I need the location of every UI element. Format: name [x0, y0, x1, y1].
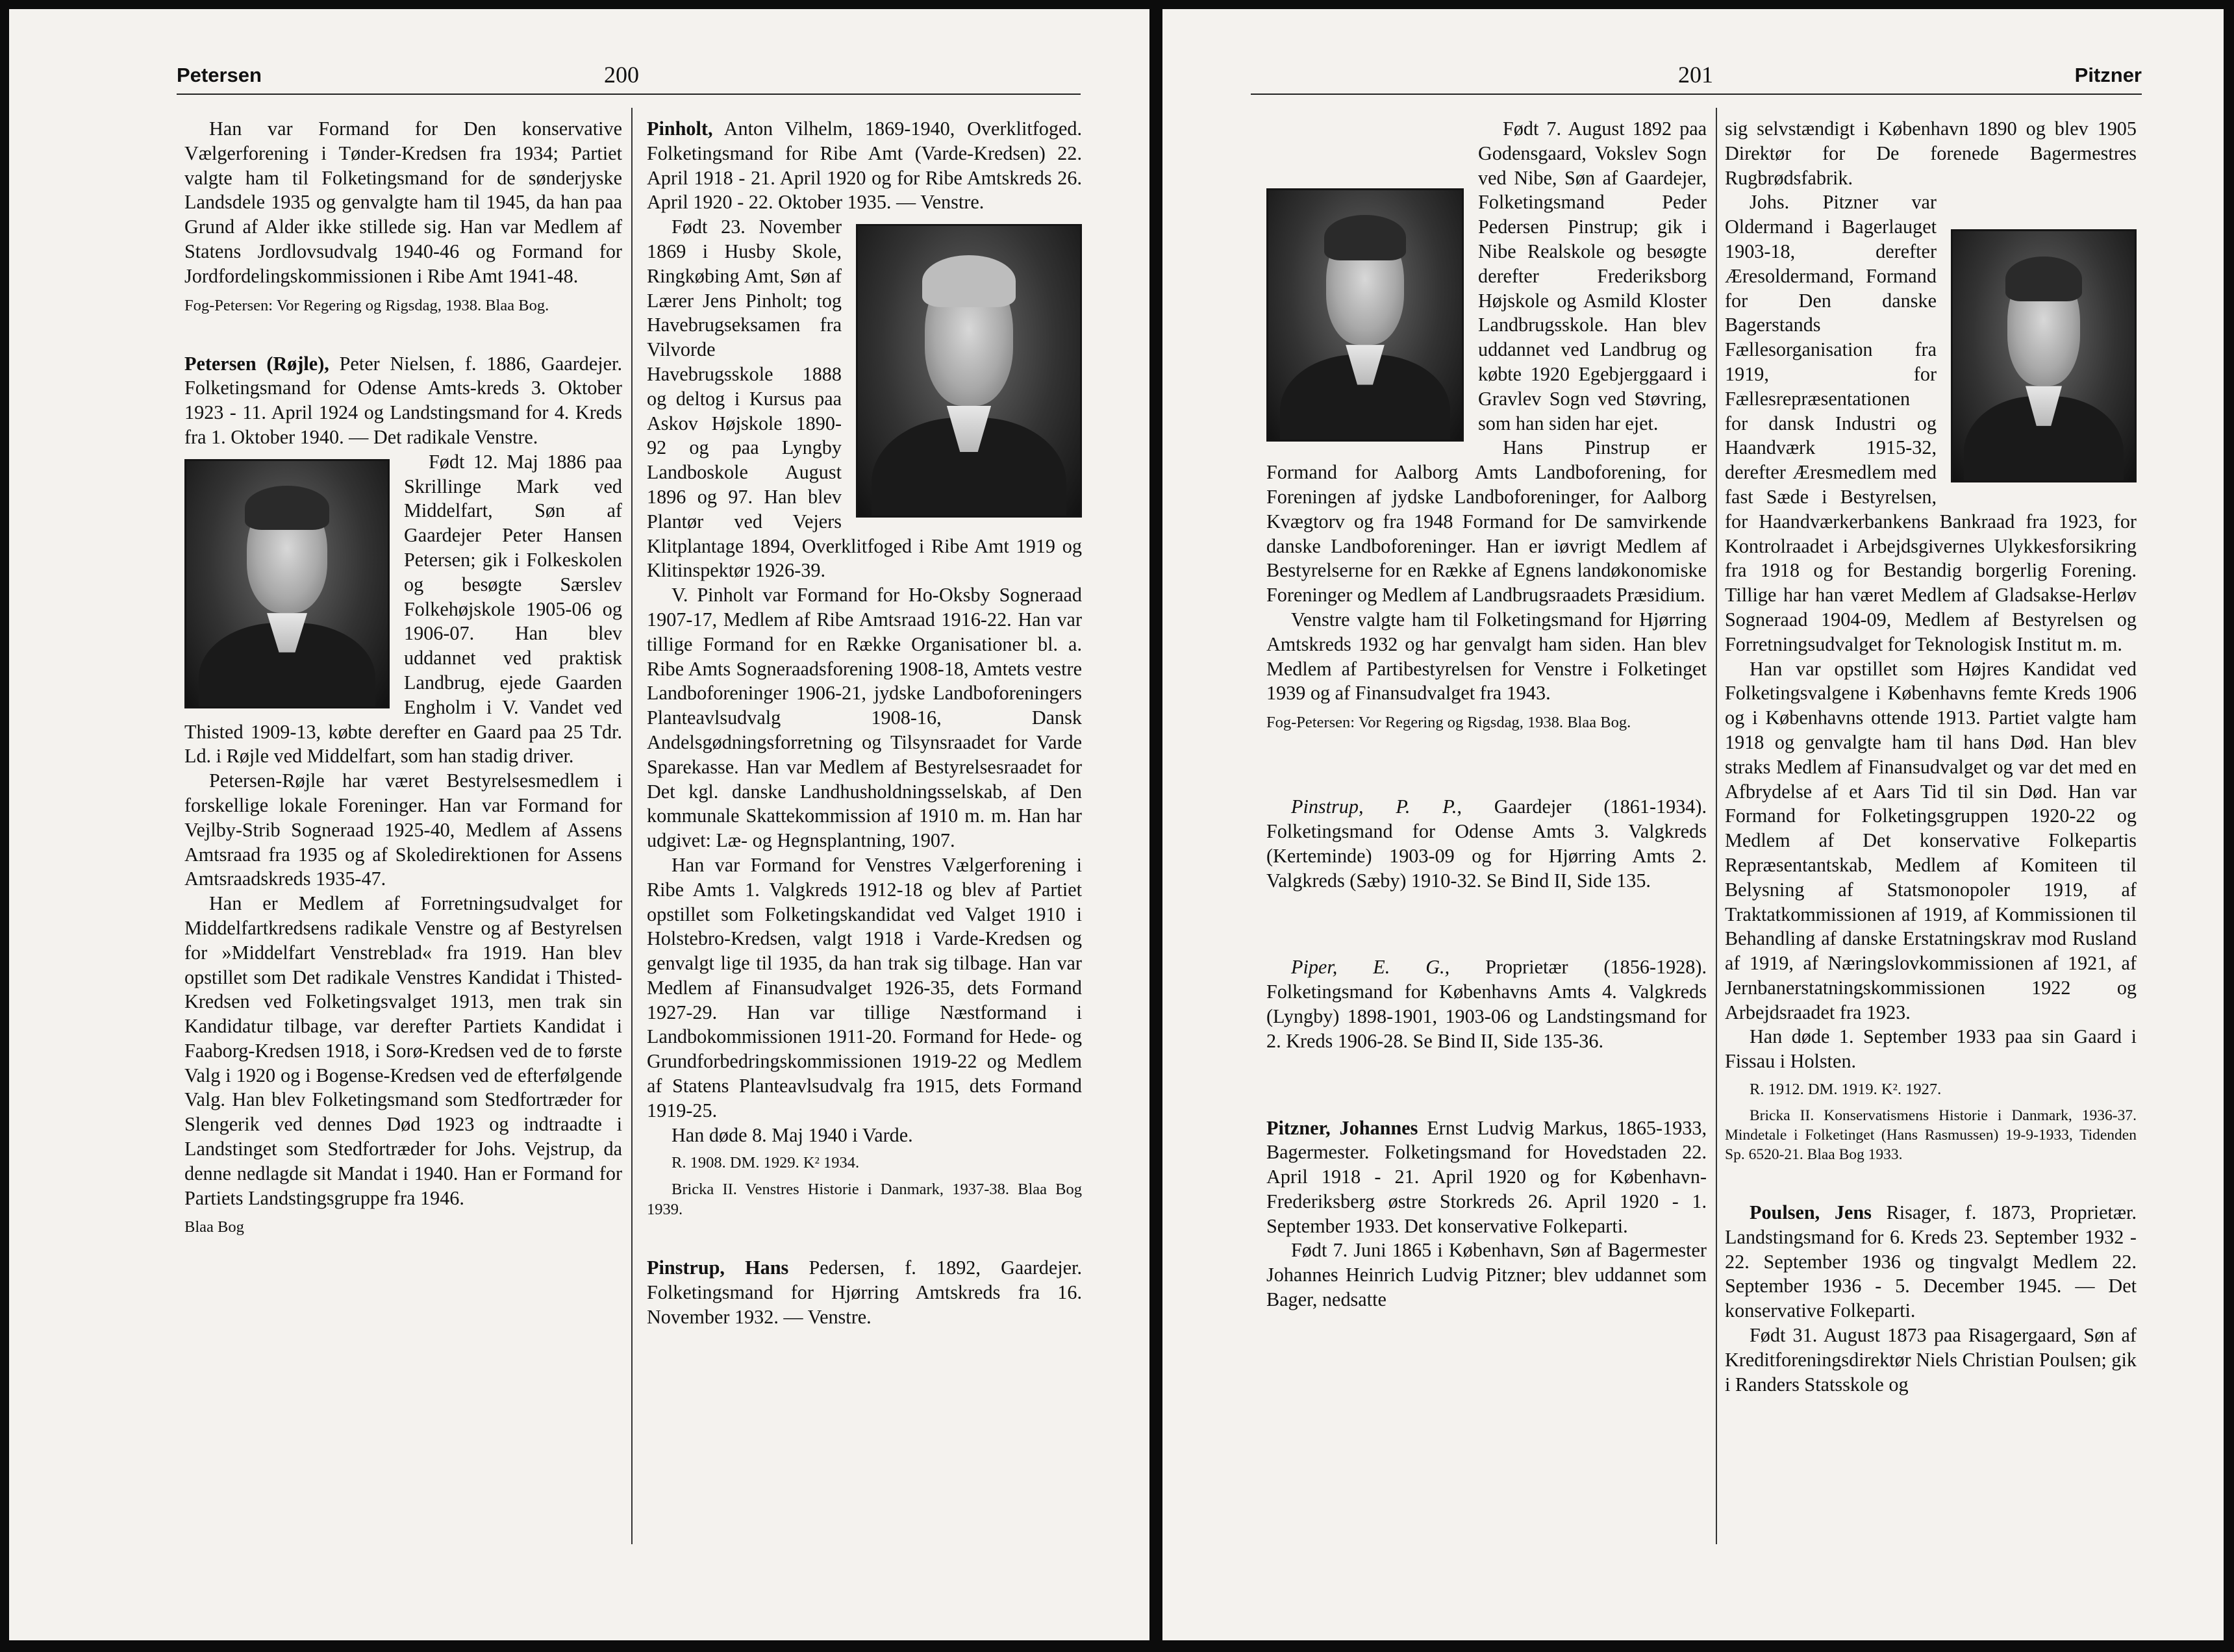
headword: Petersen (Røjle),: [184, 352, 329, 375]
headword: Pinstrup, Hans: [647, 1257, 789, 1279]
entry-summary: Anton Vilhelm, 1869-1940, Overklitfoged. Folketingsmand for Ribe Amt (Varde-Kredsen) 22. April 1918 - 21. April 1920 og for Ribe Amtskreds 26. April 1920 - 22. Oktober 1935. — Venstre.: [647, 118, 1082, 214]
entry-paragraph: Johs. Pitzner var Oldermand i Bagerlauget 1903-18, derefter Æresoldermand, Formand for Den danske Bagerstands Fællesorganisation fra 1919, for Fællesrepræsentationen for dansk Industri og Haandværk 1915-32, derefter Æresmedlem med fast Sæde i Bestyrelsen, for Haandværkerbankens Bankraad fra 1923, for Kontrolraadet i Arbejdsgivernes Ulykkesforsikring fra 1918 og for Bestandig borgerlig Forening. Tillige har han været Medlem af Gladsakse-Herløv Sogneraad 1904-09, Medlem af Bestyrelsen og Forretningsudvalget for Teknologisk Institut m. m.: [1725, 191, 2137, 655]
column-divider: [631, 108, 633, 1544]
entry-petersen-rojle-heading: [184, 352, 622, 450]
entry-paragraph: Født 7. August 1892 paa Godensgaard, Vokslev Sogn ved Nibe, Søn af Gaardejer, Folketingsmand Peder Pedersen Pinstrup; gik i Nibe Realskole og besøgte derefter Frederiksborg Højskole og Asmild Kloster Landbrugsskole. Han blev uddannet ved Landbrug og købte 1920 Egebjerggaard i Gravlev Sogn ved Støvring, som han siden har ejet.: [1478, 118, 1707, 434]
entry-paragraph: Hans Pinstrup er Formand for Aalborg Amts Landboforening, for Foreningen af jydske Landboforeninger, for Aalborg Kvægtorv og fra 1948 Formand for De samvirkende danske Landboforeninger. Han er iøvrigt Medlem af Bestyrelserne for en Række af Egnens landøkonomiske Foreninger og Medlem af Landbrugsraadets Præsidium.: [1266, 436, 1707, 607]
headword: Piper, E. G.,: [1291, 956, 1450, 979]
portrait-photo: [856, 224, 1082, 518]
entry-paragraph: Venstre valgte ham til Folketingsmand for Hjørring Amtskreds 1932 og har genvalgt ham siden. Han blev Medlem af Partibestyrelsen for Venstre i Folketinget 1939 og af Finansudvalget fra 1943.: [1266, 608, 1707, 705]
entry-sources: Bricka II. Venstres Historie i Danmark, 1937-38. Blaa Bog 1939.: [647, 1181, 1082, 1219]
entry-summary: Pedersen, f. 1892, Gaardejer. Folketingsmand for Hjørring Amtskreds fra 16. November 1932. — Venstre.: [647, 1257, 1082, 1329]
entry-text: Gaardejer (1861-1934). Folketingsmand for Odense Amts 3. Valgkreds (Kerteminde) 1903-09 og for Hjørring Amts 2. Valgkreds (Sæby) 1910-32. Se Bind II, Side 135.: [1266, 795, 1707, 892]
column-3: [1266, 117, 1707, 1312]
portrait-photo: [1951, 229, 2137, 482]
column-1: [184, 117, 622, 1237]
column-divider: [1716, 108, 1717, 1544]
portrait-photo: [1266, 188, 1464, 442]
entry-summary: Ernst Ludvig Markus, 1865-1933, Bagermester. Folketingsmand for Hovedstaden 22. April 1918 - 21. April 1920 og for København-Frederiksberg østre Storkreds 26. April 1920 - 1. September 1933. Det konservative Folkeparti.: [1266, 1116, 1707, 1237]
left-page: [9, 9, 1149, 1640]
entry-pinstrup-heading: [647, 1256, 1082, 1329]
entry-summary: Risager, f. 1873, Proprietær. Landstingsmand for 6. Kreds 23. September 1932 - 22. September 1936 og tingvalgt Medlem 22. September 1936 - 5. December 1945. — Det konservative Folkeparti.: [1725, 1201, 2137, 1322]
running-head-left: [177, 60, 1081, 95]
entry-sources: Bricka II. Konservatismens Historie i Danmark, 1936-37. Mindetale i Folketinget (Hans Rasmussen) 19-9-1933, Tidenden Sp. 6520-21. Blaa Bog 1933.: [1725, 1107, 2137, 1164]
entry-pinstrup-pp: [1266, 795, 1707, 893]
entry-paragraph: Født 12. Maj 1886 paa Skrillinge Mark ved Middelfart, Søn af Gaardejer Peter Hansen Petersen; gik i Folkeskolen og besøgte Særslev Folkehøjskole 1905-06 og 1906-07. Han blev uddannet ved praktisk Landbrug, ejede Gaarden Engholm i V. Vandet ved Thisted 1909-13, købte derefter en Gaard paa 25 Tdr. Ld. i Røjle ved Middelfart, som han stadig driver.: [184, 450, 622, 768]
entry-paragraph: Født 23. November 1869 i Husby Skole, Ringkøbing Amt, Søn af Lærer Jens Pinholt; tog Havebrugseksamen fra Vilvorde Havebrugsskole 1888 og deltog i Kursus paa Askov Højskole 1890-92 og paa Lyngby Landboskole August 1896 og 97. Han blev Plantør ved Vejers Klitplantage 1894, Overklitfoged i Ribe Amt 1919 og Klitinspektør 1926-39.: [647, 216, 1082, 582]
entry-poulsen-heading: [1725, 1201, 2137, 1323]
entry-sources: Blaa Bog: [184, 1218, 244, 1236]
page-number: 200: [604, 62, 639, 88]
headword: Poulsen, Jens: [1750, 1201, 1872, 1224]
decorations: R. 1908. DM. 1929. K² 1934.: [671, 1154, 860, 1172]
entry-paragraph: Han var Formand for Venstres Vælgerforening i Ribe Amts 1. Valgkreds 1912-18 og blev af Partiet opstillet som Folketingskandidat ved Valget 1910 i Holstebro-Kredsen, valgt 1918 i Varde-Kredsen og genvalgt lige til 1935, da han trak sig tilbage. Han var Medlem af Finansudvalget 1926-35, dets Formand 1927-29. Han var tillige Næstformand i Landbokommissionen 1911-20. Formand for Hede- og Grundforbedringskommissionen 1919-22 og Medlem af Statens Planteavlsudvalg fra 1915, dets Formand 1919-25.: [647, 853, 1082, 1121]
entry-sources: Fog-Petersen: Vor Regering og Rigsdag, 1938. Blaa Bog.: [1266, 714, 1631, 732]
entry-text: Proprietær (1856-1928). Folketingsmand for Københavns Amts 4. Valgkreds (Lyngby) 1898-1901, 1903-06 og Landstingsmand for 2. Kreds 1906-28. Se Bind II, Side 135-36.: [1266, 956, 1707, 1052]
entry-pinholt-heading: [647, 117, 1082, 215]
headword: Pitzner, Johannes: [1266, 1116, 1418, 1139]
right-page: [1162, 9, 2224, 1640]
headword: Pinstrup, P. P.,: [1291, 795, 1462, 818]
running-head-name: Petersen: [177, 64, 262, 86]
entry-piper: [1266, 955, 1707, 1053]
headword: Pinholt,: [647, 118, 713, 140]
entry-paragraph: Han døde 1. September 1933 paa sin Gaard i Fissau i Holsten.: [1725, 1025, 2137, 1073]
entry-summary: Peter Nielsen, f. 1886, Gaardejer. Folketingsmand for Odense Amts-kreds 3. Oktober 1923 - 11. April 1924 og Landstingsmand for 4. Kreds fra 1. Oktober 1940. — Det radikale Venstre.: [184, 352, 622, 448]
running-head-right: [1251, 60, 2142, 95]
entry-paragraph: Født 31. August 1873 paa Risagergaard, Søn af Kreditforeningsdirektør Niels Christian Poulsen; gik i Randers Statsskole og: [1725, 1324, 2137, 1395]
decorations: R. 1912. DM. 1919. K². 1927.: [1750, 1081, 1942, 1099]
column-2: [647, 117, 1082, 1330]
entry-pitzner-heading: [1266, 1116, 1707, 1239]
entry-paragraph: Han var opstillet som Højres Kandidat ved Folketingsvalgene i Københavns femte Kreds 1906 og i Københavns ottende 1913. Partiet valgte ham 1918 og genvalgte ham til hans Død. Han blev straks Medlem af Finansudvalget og var det med en Afbrydelse af et Aars Tid til sin Død. Han var Formand for Folketingsgruppen 1920-22 og Medlem af Det konservative Folkepartis Repræsentantskab, Medlem af Komiteen til Belysning af Statsmonopoler 1919, af Traktatkommissionen af 1919, af Kommissionen til Behandling af danske Erstatningskrav mod Rusland af 1919, af Næringslovkommissionen af 1921, af Jernbanerstatningskommissionen 1922 og Arbejdsraadet fra 1923.: [1725, 657, 2137, 1023]
portrait-photo: [184, 459, 390, 708]
running-head-name: Pitzner: [2074, 64, 2142, 86]
entry-continuation: Han var Formand for Den konservative Vælgerforening i Tønder-Kredsen fra 1934; Partiet valgte ham til Folketingsmand for de sønderjyske Landsdele 1935 og genvalgte ham til 1945, da han paa Grund af Alder ikke stillede sig. Han var Medlem af Statens Jordlovsudvalg 1940-46 og Formand for Jordfordelingskommissionen i Ribe Amt 1941-48.: [184, 118, 622, 287]
entry-paragraph: Han er Medlem af Forretningsudvalget for Middelfartkredsens radikale Venstre og af Bestyrelsen for »Middelfart Venstreblad« fra 1919. Han blev opstillet som Det radikale Venstres Kandidat i Thisted-Kredsen ved Folketingsvalget 1913, men trak sin Kandidatur tilbage, var derefter Partiets Kandidat i Faaborg-Kredsen 1918, i Sorø-Kredsen ved de to første Valg i 1920 og i Bogense-Kredsen ved de efterfølgende Valg. Han blev Folketingsmand som Stedfortræder for Slengerik ved dennes Død 1923 og indtraadte i Landstinget som Stedfortræder for Johs. Vejstrup, da denne nedlagde sit Mandat i 1940. Han er Formand for Partiets Landstingsgruppe fra 1946.: [184, 892, 622, 1209]
page-number: 201: [1678, 62, 1713, 88]
column-4: [1725, 117, 2137, 1397]
entry-paragraph: Født 7. Juni 1865 i København, Søn af Bagermester Johannes Heinrich Ludvig Pitzner; blev uddannet som Bager, nedsatte: [1266, 1239, 1707, 1311]
entry-paragraph: Han døde 8. Maj 1940 i Varde.: [671, 1123, 913, 1146]
entry-paragraph: V. Pinholt var Formand for Ho-Oksby Sogneraad 1907-17, Medlem af Ribe Amtsraad 1916-22. Han var tillige Formand for en Række Organisationer bl. a. Ribe Amts Sogneraadsforening 1908-18, Amtets vestre Landboforeninger 1906-21, jydske Landboforeningers Planteavlsudvalg 1908-16, Dansk Andelsgødningsforretning og Tilsynsraadet for Varde Sparekasse. Han var Medlem af Bestyrelsesraadet for Det kgl. danske Landhusholdningsselskab, af Den kommunale Skattekommission af 1910 m. m. Han har udgivet: Læ- og Hegnsplantning, 1907.: [647, 584, 1082, 852]
entry-paragraph: sig selvstændigt i København 1890 og blev 1905 Direktør for De forenede Bagermestres Rugbrødsfabrik.: [1725, 118, 2137, 189]
entry-sources: Fog-Petersen: Vor Regering og Rigsdag, 1938. Blaa Bog.: [184, 296, 549, 314]
entry-paragraph: Petersen-Røjle har været Bestyrelsesmedlem i forskellige lokale Foreninger. Han var Formand for Vejlby-Strib Sogneraad 1925-40, Medlem af Assens Amtsraad fra 1935 og af Skoledirektionen for Assens Amtsraadskreds 1935-47.: [184, 770, 622, 890]
